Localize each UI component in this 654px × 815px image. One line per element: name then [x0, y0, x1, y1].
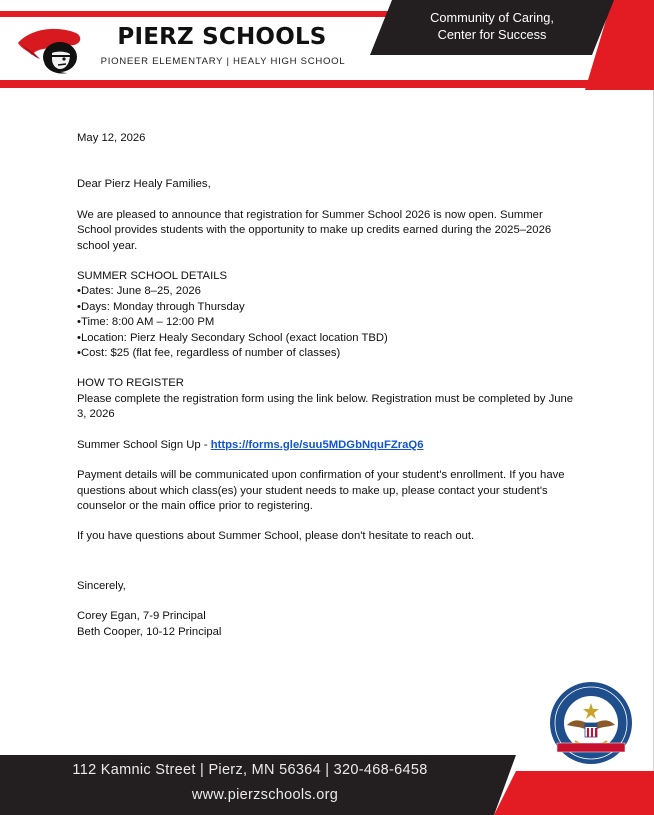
- payment-paragraph: Payment details will be communicated upon confirmation of your student's enrollment. If you have questions about which class(es) your student needs to make up, please contact your student's counselor or the main office prior to registering.: [77, 469, 565, 512]
- detail-item-days: • Days: Monday through Thursday: [77, 300, 577, 315]
- letter-body: [77, 131, 577, 640]
- blue-ribbon-seal-icon: [549, 681, 633, 765]
- school-subtitle: PIONEER ELEMENTARY | HEALY HIGH SCHOOL: [100, 56, 346, 67]
- signup-line: [77, 438, 577, 453]
- school-name: PIERZ SCHOOLS: [117, 24, 327, 50]
- intro-paragraph: We are pleased to announce that registration for Summer School 2026 is now open. Summer School provides students with the opportunity to make up credits earned during the 2025–2026 school year.: [77, 208, 552, 252]
- register-heading: HOW TO REGISTER: [77, 377, 184, 390]
- detail-item-cost: • Cost: $25 (flat fee, regardless of number of classes): [77, 346, 577, 361]
- detail-item-location: • Location: Pierz Healy Secondary School (exact location TBD): [77, 331, 577, 346]
- register-instructions: Please complete the registration form using the link below. Registration must be completed by June 3, 2026: [77, 392, 574, 421]
- tagline-line-1: Community of Caring,: [430, 10, 554, 25]
- letterhead-header: [0, 0, 654, 90]
- letterhead-footer: [0, 755, 654, 815]
- tagline-line-2: Center for Success: [437, 27, 547, 42]
- letter-greeting: Dear Pierz Healy Families,: [77, 178, 211, 191]
- signup-label: Summer School Sign Up -: [77, 438, 211, 451]
- footer-address: 112 Kamnic Street | Pierz, MN 56364 | 320-468-6458: [72, 762, 428, 778]
- pioneer-mascot-logo-icon: [16, 23, 92, 75]
- signatory-2: Beth Cooper, 10-12 Principal: [77, 625, 222, 638]
- footer-website: www.pierzschools.org: [191, 787, 339, 803]
- letter-closing: Sincerely,: [77, 579, 126, 592]
- details-heading: SUMMER SCHOOL DETAILS: [77, 270, 228, 283]
- signup-form-link[interactable]: https://forms.gle/suu5MDGbNquFZraQ6: [210, 438, 424, 451]
- questions-paragraph: If you have questions about Summer School, please don't hesitate to reach out.: [77, 530, 475, 543]
- letter-date: May 12, 2026: [77, 132, 146, 144]
- signatory-1: Corey Egan, 7-9 Principal: [77, 610, 206, 623]
- detail-item-time: • Time: 8:00 AM – 12:00 PM: [77, 315, 577, 330]
- tagline: [392, 9, 592, 43]
- detail-item-dates: • Dates: June 8–25, 2026: [77, 284, 577, 299]
